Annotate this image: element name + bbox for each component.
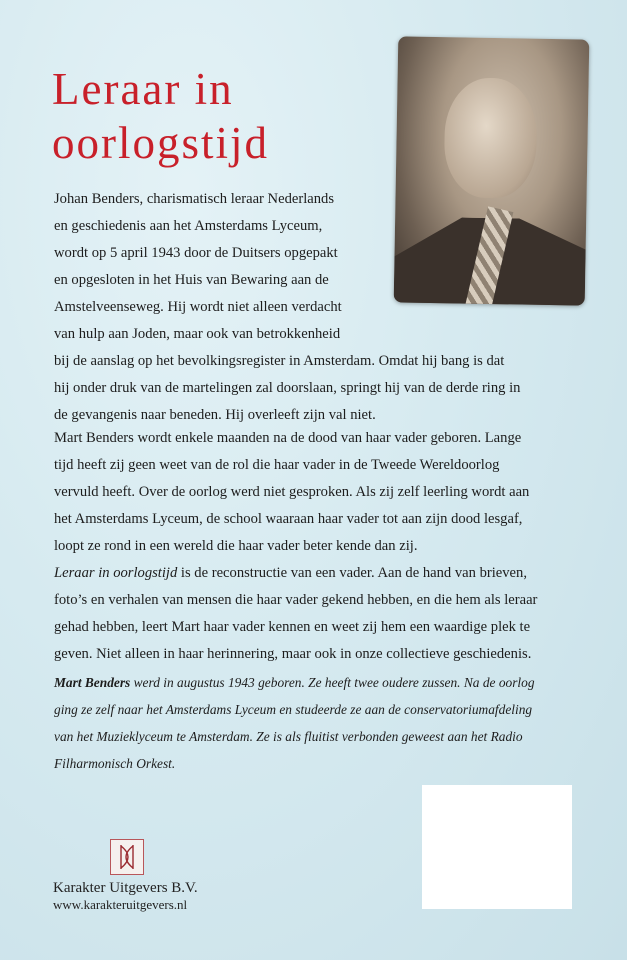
text-line: de gevangenis naar beneden. Hij overleeft zijn val niet. — [54, 407, 376, 423]
text-line: wordt op 5 april 1943 door de Duitsers opgepakt — [54, 245, 338, 261]
text-line: foto’s en verhalen van mensen die haar vader gekend hebben, en die hem als leraar — [54, 592, 538, 608]
text-line: Johan Benders, charismatisch leraar Nederlands — [54, 191, 335, 207]
text-line: loopt ze rond in een wereld die haar vader beter kende dan zij. — [54, 538, 418, 554]
author-name: Mart Benders — [54, 675, 131, 690]
text-line: vervuld heeft. Over de oorlog werd niet gesproken. Als zij zelf leerling wordt aan — [54, 484, 530, 500]
paragraph-2 — [54, 425, 529, 560]
text-line: tijd heeft zij geen weet van de rol die haar vader in de Tweede Wereldoorlog — [54, 457, 500, 473]
paragraph-3 — [54, 560, 537, 668]
text-line: hij onder druk van de martelingen zal doorslaan, springt hij van de derde ring in — [54, 380, 521, 396]
publisher-url: www.karakteruitgevers.nl — [53, 897, 188, 912]
barcode-area — [422, 785, 572, 909]
text-line: Mart Benders wordt enkele maanden na de dood van haar vader geboren. Lange — [54, 430, 522, 446]
text-line: Amstelveenseweg. Hij wordt niet alleen verdacht — [54, 299, 342, 315]
text-line: en opgesloten in het Huis van Bewaring aan de — [54, 272, 329, 288]
publisher-logo — [110, 839, 144, 875]
publisher-info — [53, 879, 198, 913]
text-line: van het Muzieklyceum te Amsterdam. Ze is als fluitist verbonden geweest aan het Radio — [54, 729, 523, 744]
text-line: werd in augustus 1943 geboren. Ze heeft twee oudere zussen. Na de oorlog — [130, 675, 535, 690]
author-bio — [54, 669, 535, 777]
text-line: en geschiedenis aan het Amsterdams Lyceum, — [54, 218, 323, 234]
text-line: het Amsterdams Lyceum, de school waaraan haar vader tot aan zijn dood lesgaf, — [54, 511, 523, 527]
text-line: geven. Niet alleen in haar herinnering, maar ook in onze collectieve geschiedenis. — [54, 646, 532, 662]
text-line: Filharmonisch Orkest. — [54, 756, 176, 771]
text-line: is de reconstructie van een vader. Aan de hand van brieven, — [177, 565, 527, 581]
book-title-italic: Leraar in oorlogstijd — [54, 565, 178, 581]
text-line: gehad hebben, leert Mart haar vader kennen en weet zij hem een waardige plek te — [54, 619, 531, 635]
title-line: Leraar in — [52, 64, 234, 114]
paragraph-1 — [54, 186, 520, 429]
text-line: ging ze zelf naar het Amsterdams Lyceum en studeerde ze aan de conservatoriumafdeling — [54, 702, 533, 717]
text-line: bij de aanslag op het bevolkingsregister in Amsterdam. Omdat hij bang is dat — [54, 353, 505, 369]
title-line: oorlogstijd — [52, 118, 270, 168]
book-title — [52, 62, 269, 170]
publisher-name: Karakter Uitgevers B.V. — [53, 880, 198, 896]
text-line: van hulp aan Joden, maar ook van betrokkenheid — [54, 326, 341, 342]
